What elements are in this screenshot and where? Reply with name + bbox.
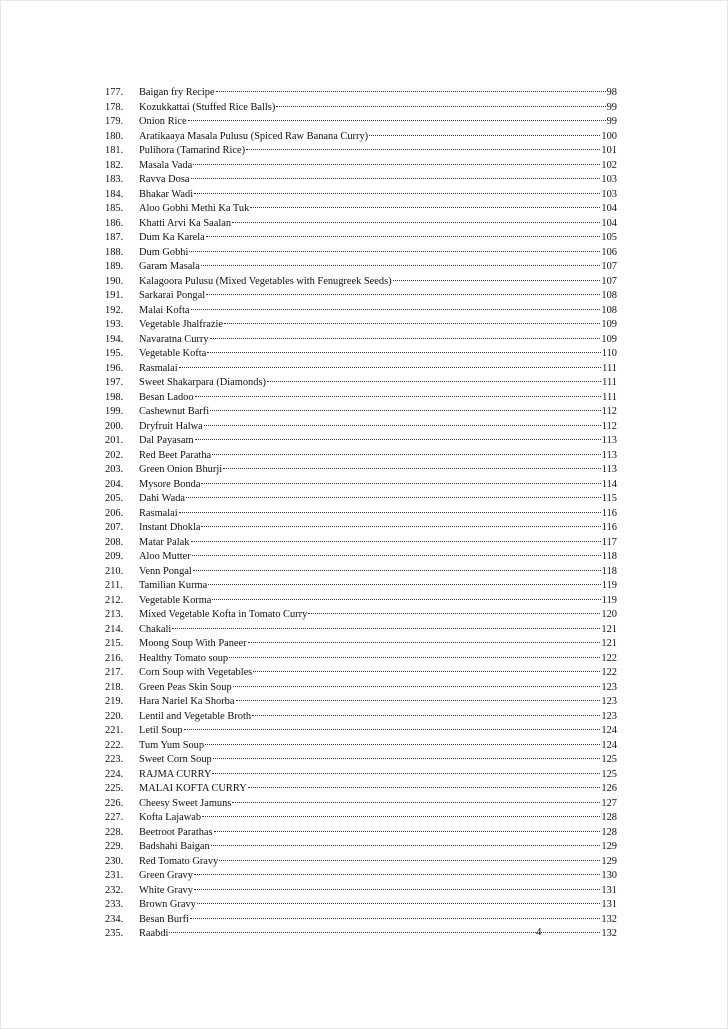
toc-entry-title: RAJMA CURRY xyxy=(139,768,212,780)
dot-leader xyxy=(224,322,600,324)
toc-entry-page: 116 xyxy=(601,522,617,533)
toc-entry[interactable] xyxy=(105,333,617,348)
toc-entry-title: Tum Yum Soup xyxy=(139,739,205,751)
toc-entry-title: Badshahi Baigan xyxy=(139,841,210,852)
toc-entry-title: Hara Nariel Ka Shorba xyxy=(139,696,235,707)
toc-entry-title: Aratikaaya Masala Pulusu (Spiced Raw Banana Curry) xyxy=(139,130,369,142)
toc-entry-title: Masala Vada xyxy=(139,159,193,171)
toc-entry[interactable] xyxy=(105,521,617,536)
toc-entry[interactable] xyxy=(105,753,617,768)
toc-entry-number: 233. xyxy=(105,899,124,910)
toc-entry-page: 127 xyxy=(601,797,617,809)
toc-entry-title: Green Gravy xyxy=(139,870,193,881)
toc-entry[interactable] xyxy=(105,884,617,899)
toc-entry-number: 199. xyxy=(105,406,124,417)
dot-leader xyxy=(190,917,600,919)
dot-leader xyxy=(212,453,601,455)
toc-entry-title: Red Beet Paratha xyxy=(139,449,212,461)
toc-entry-page: 123 xyxy=(601,681,617,693)
dot-leader xyxy=(192,554,601,556)
toc-entry-page: 124 xyxy=(601,725,617,736)
dot-leader xyxy=(212,772,600,774)
dot-leader xyxy=(193,163,600,165)
toc-entry-page: 130 xyxy=(601,870,617,881)
toc-entry-title: Vegetable Korma xyxy=(139,594,212,606)
dot-leader xyxy=(308,612,600,614)
dot-leader xyxy=(208,583,601,585)
toc-entry[interactable] xyxy=(105,478,617,493)
toc-entry-number: 222. xyxy=(105,739,124,751)
dot-leader xyxy=(186,496,601,498)
toc-entry-page: 122 xyxy=(601,667,617,678)
dot-leader xyxy=(232,221,600,223)
toc-entry-page: 132 xyxy=(601,928,617,939)
toc-entry-number: 216. xyxy=(105,652,124,664)
toc-entry-title: Kozukkattai (Stuffed Rice Balls) xyxy=(139,101,276,113)
toc-entry-number: 223. xyxy=(105,754,124,765)
toc-entry-title: Letil Soup xyxy=(139,725,183,736)
dot-leader xyxy=(213,757,601,759)
toc-entry-number: 234. xyxy=(105,913,124,925)
toc-entry[interactable] xyxy=(105,144,617,159)
toc-entry-page: 122 xyxy=(601,652,617,664)
toc-entry[interactable] xyxy=(105,101,617,116)
toc-entry-number: 195. xyxy=(105,348,124,359)
toc-entry-number: 228. xyxy=(105,826,124,838)
dot-leader xyxy=(194,888,600,890)
toc-entry-page: 131 xyxy=(601,899,617,910)
toc-entry-number: 206. xyxy=(105,507,124,519)
toc-entry-number: 197. xyxy=(105,377,124,388)
toc-entry-title: Navaratna Curry xyxy=(139,333,209,345)
dot-leader xyxy=(223,467,601,469)
table-of-contents xyxy=(105,86,617,942)
toc-entry[interactable] xyxy=(105,695,617,710)
dot-leader xyxy=(172,627,600,629)
toc-entry-page: 124 xyxy=(601,739,617,751)
toc-entry[interactable] xyxy=(105,463,617,478)
toc-entry[interactable] xyxy=(105,869,617,884)
toc-entry-number: 179. xyxy=(105,116,124,127)
dot-leader xyxy=(189,250,600,252)
dot-leader xyxy=(211,844,601,846)
toc-entry[interactable] xyxy=(105,782,617,797)
toc-entry-page: 110 xyxy=(601,348,617,359)
toc-entry-number: 232. xyxy=(105,884,124,896)
dot-leader xyxy=(253,670,600,672)
toc-entry[interactable] xyxy=(105,768,617,783)
dot-leader xyxy=(191,308,601,310)
dot-leader xyxy=(232,801,600,803)
toc-entry-title: Besan Ladoo xyxy=(139,391,194,403)
toc-entry[interactable] xyxy=(105,913,617,928)
toc-entry-title: Mysore Bonda xyxy=(139,478,201,490)
dot-leader xyxy=(206,293,600,295)
toc-entry-number: 212. xyxy=(105,594,124,606)
toc-entry[interactable] xyxy=(105,362,617,377)
toc-entry-page: 99 xyxy=(606,101,617,113)
toc-entry-title: Beetroot Parathas xyxy=(139,826,213,838)
toc-entry-number: 201. xyxy=(105,435,124,446)
toc-entry-number: 224. xyxy=(105,768,124,780)
toc-entry-page: 129 xyxy=(601,841,617,852)
toc-entry-page: 113 xyxy=(601,449,617,461)
toc-entry-page: 121 xyxy=(601,638,617,649)
toc-entry-title: Onion Rice xyxy=(139,116,187,127)
toc-entry-title: Aloo Gobhi Methi Ka Tuk xyxy=(139,203,250,214)
toc-entry-number: 207. xyxy=(105,522,124,533)
toc-entry-page: 123 xyxy=(601,696,617,707)
toc-entry[interactable] xyxy=(105,840,617,855)
toc-entry[interactable] xyxy=(105,565,617,580)
dot-leader xyxy=(248,786,601,788)
toc-entry-number: 189. xyxy=(105,261,124,272)
dot-leader xyxy=(179,511,601,513)
dot-leader xyxy=(369,134,600,136)
toc-entry-title: Dum Gobhi xyxy=(139,246,189,258)
dot-leader xyxy=(204,424,601,426)
page-number: 4 xyxy=(536,926,542,938)
toc-entry[interactable] xyxy=(105,304,617,319)
toc-entry-page: 112 xyxy=(601,420,617,432)
toc-entry-page: 123 xyxy=(601,710,617,722)
dot-leader xyxy=(267,380,601,382)
toc-entry-number: 202. xyxy=(105,449,124,461)
toc-entry-number: 196. xyxy=(105,362,124,374)
toc-entry[interactable] xyxy=(105,594,617,609)
toc-entry-number: 183. xyxy=(105,174,124,185)
toc-entry-page: 107 xyxy=(601,261,617,272)
dot-leader xyxy=(195,438,601,440)
toc-entry-title: Vegetable Kofta xyxy=(139,348,207,359)
toc-entry-title: Bhakar Wadi xyxy=(139,188,194,200)
toc-entry-title: Besan Burfi xyxy=(139,913,189,925)
toc-entry-number: 191. xyxy=(105,290,124,301)
dot-leader xyxy=(205,743,600,745)
toc-entry-number: 187. xyxy=(105,232,124,243)
toc-entry-number: 231. xyxy=(105,870,124,881)
dot-leader xyxy=(212,598,600,600)
dot-leader xyxy=(191,540,601,542)
toc-entry[interactable] xyxy=(105,420,617,435)
toc-entry-title: Dum Ka Karela xyxy=(139,232,205,243)
toc-entry[interactable] xyxy=(105,289,617,304)
toc-entry-page: 109 xyxy=(601,319,617,330)
dot-leader xyxy=(206,235,601,237)
toc-entry-page: 121 xyxy=(601,623,617,635)
toc-entry[interactable] xyxy=(105,347,617,362)
toc-entry-title: Dal Payasam xyxy=(139,435,194,446)
toc-entry-number: 204. xyxy=(105,478,124,490)
dot-leader xyxy=(197,902,601,904)
toc-entry-page: 103 xyxy=(601,174,617,185)
toc-entry[interactable] xyxy=(105,666,617,681)
dot-leader xyxy=(191,177,601,179)
toc-entry-page: 99 xyxy=(606,116,617,127)
toc-entry[interactable] xyxy=(105,536,617,551)
dot-leader xyxy=(219,859,600,861)
toc-entry-title: Rasmalai xyxy=(139,362,178,374)
toc-entry-title: Mixed Vegetable Kofta in Tomato Curry xyxy=(139,609,308,620)
toc-entry-number: 219. xyxy=(105,696,124,707)
toc-entry-page: 114 xyxy=(601,478,617,490)
toc-entry-page: 106 xyxy=(601,246,617,258)
dot-leader xyxy=(393,279,601,281)
toc-entry[interactable] xyxy=(105,246,617,261)
toc-entry-page: 129 xyxy=(601,855,617,867)
dot-leader xyxy=(194,873,600,875)
toc-entry-page: 98 xyxy=(606,87,617,98)
toc-entry-number: 180. xyxy=(105,130,124,142)
toc-entry-title: MALAI KOFTA CURRY xyxy=(139,783,247,794)
toc-entry-page: 128 xyxy=(601,826,617,838)
dot-leader xyxy=(179,366,602,368)
dot-leader xyxy=(216,90,606,92)
dot-leader xyxy=(195,395,602,397)
toc-entry-number: 220. xyxy=(105,710,124,722)
toc-entry-title: Aloo Mutter xyxy=(139,551,191,562)
dot-leader xyxy=(201,264,601,266)
toc-entry-number: 186. xyxy=(105,217,124,229)
toc-entry[interactable] xyxy=(105,739,617,754)
toc-entry-page: 111 xyxy=(602,391,617,403)
toc-entry-title: Malai Kofta xyxy=(139,304,190,316)
toc-entry-title: Red Tomato Gravy xyxy=(139,855,219,867)
toc-entry-number: 193. xyxy=(105,319,124,330)
toc-entry-title: Khatti Arvi Ka Saalan xyxy=(139,217,232,229)
toc-entry[interactable] xyxy=(105,492,617,507)
toc-entry[interactable] xyxy=(105,797,617,812)
toc-entry-number: 184. xyxy=(105,188,124,200)
dot-leader xyxy=(193,569,601,571)
toc-entry-number: 209. xyxy=(105,551,124,562)
toc-entry[interactable] xyxy=(105,115,617,130)
toc-entry-number: 178. xyxy=(105,101,124,113)
toc-entry-number: 194. xyxy=(105,333,124,345)
toc-entry[interactable] xyxy=(105,376,617,391)
toc-entry-title: Dahi Wada xyxy=(139,493,186,504)
toc-entry-number: 211. xyxy=(105,580,123,591)
toc-entry-title: Sarkarai Pongal xyxy=(139,290,206,301)
toc-entry-page: 132 xyxy=(601,913,617,925)
toc-entry-number: 214. xyxy=(105,623,124,635)
toc-entry[interactable] xyxy=(105,579,617,594)
toc-entry[interactable] xyxy=(105,275,617,290)
toc-entry-page: 113 xyxy=(601,464,617,475)
toc-entry[interactable] xyxy=(105,550,617,565)
toc-entry-page: 107 xyxy=(601,275,617,287)
toc-entry-page: 118 xyxy=(601,551,617,562)
toc-entry[interactable] xyxy=(105,188,617,203)
toc-entry-title: Green Onion Bhurji xyxy=(139,464,223,475)
toc-entry-title: Kofta Lajawab xyxy=(139,812,202,823)
dot-leader xyxy=(201,525,600,527)
toc-entry-number: 181. xyxy=(105,145,124,156)
dot-leader xyxy=(202,815,600,817)
toc-entry[interactable] xyxy=(105,391,617,406)
toc-entry-page: 111 xyxy=(602,362,617,374)
toc-entry-number: 182. xyxy=(105,159,124,171)
dot-leader xyxy=(207,351,601,353)
dot-leader xyxy=(194,192,600,194)
toc-entry-number: 188. xyxy=(105,246,124,258)
toc-entry-title: Sweet Corn Soup xyxy=(139,754,212,765)
toc-entry-title: Ravva Dosa xyxy=(139,174,190,185)
toc-entry-title: Vegetable Jhalfrazie xyxy=(139,319,223,330)
toc-entry-title: Baigan fry Recipe xyxy=(139,87,215,98)
dot-leader xyxy=(210,409,601,411)
toc-entry-title: Tamilian Kurma xyxy=(139,580,208,591)
toc-entry[interactable] xyxy=(105,826,617,841)
toc-entry[interactable] xyxy=(105,811,617,826)
dot-leader xyxy=(184,728,601,730)
toc-entry-page: 102 xyxy=(601,159,617,171)
toc-entry-page: 104 xyxy=(601,217,617,229)
dot-leader xyxy=(188,119,606,121)
toc-entry-number: 208. xyxy=(105,536,124,548)
toc-entry-page: 131 xyxy=(601,884,617,896)
toc-entry-page: 108 xyxy=(601,290,617,301)
dot-leader xyxy=(201,482,600,484)
toc-entry[interactable] xyxy=(105,130,617,145)
toc-entry[interactable] xyxy=(105,681,617,696)
dot-leader xyxy=(210,337,601,339)
toc-entry[interactable] xyxy=(105,898,617,913)
toc-entry[interactable] xyxy=(105,710,617,725)
toc-entry-title: Lentil and Vegetable Broth xyxy=(139,710,252,722)
toc-entry-page: 113 xyxy=(601,435,617,446)
toc-entry-title: Venn Pongal xyxy=(139,565,192,577)
toc-entry-title: Chakali xyxy=(139,623,172,635)
toc-entry[interactable] xyxy=(105,449,617,464)
toc-entry[interactable] xyxy=(105,217,617,232)
toc-entry-number: 213. xyxy=(105,609,124,620)
toc-entry-number: 190. xyxy=(105,275,124,287)
toc-entry-page: 111 xyxy=(602,377,617,388)
toc-entry-page: 117 xyxy=(601,536,617,548)
toc-entry-title: Dryfruit Halwa xyxy=(139,420,203,432)
toc-entry-page: 120 xyxy=(601,609,617,620)
toc-entry-number: 217. xyxy=(105,667,124,678)
toc-entry[interactable] xyxy=(105,608,617,623)
toc-entry-page: 103 xyxy=(601,188,617,200)
toc-entry-number: 205. xyxy=(105,493,124,504)
toc-entry-title: White Gravy xyxy=(139,884,193,896)
dot-leader xyxy=(252,714,600,716)
toc-entry[interactable] xyxy=(105,202,617,217)
toc-entry-page: 119 xyxy=(601,580,617,591)
toc-entry-title: Garam Masala xyxy=(139,261,200,272)
toc-entry-title: Rasmalai xyxy=(139,507,178,519)
toc-entry-title: Kalagoora Pulusu (Mixed Vegetables with Fenugreek Seeds) xyxy=(139,275,392,287)
dot-leader xyxy=(236,699,601,701)
toc-entry-title: Brown Gravy xyxy=(139,899,196,910)
dot-leader xyxy=(276,105,605,107)
dot-leader xyxy=(248,641,601,643)
toc-entry-number: 229. xyxy=(105,841,124,852)
toc-entry[interactable] xyxy=(105,405,617,420)
toc-entry-number: 225. xyxy=(105,783,124,794)
toc-entry-page: 108 xyxy=(601,304,617,316)
toc-entry-page: 125 xyxy=(601,754,617,765)
toc-entry-number: 226. xyxy=(105,797,124,809)
toc-entry-page: 126 xyxy=(601,783,617,794)
toc-entry-number: 177. xyxy=(105,87,124,98)
toc-entry[interactable] xyxy=(105,86,617,101)
toc-entry-page: 109 xyxy=(601,333,617,345)
toc-entry[interactable] xyxy=(105,260,617,275)
toc-entry[interactable] xyxy=(105,231,617,246)
toc-entry-title: Raabdi xyxy=(139,928,169,939)
toc-entry-number: 221. xyxy=(105,725,124,736)
toc-entry-page: 104 xyxy=(601,203,617,214)
toc-entry[interactable] xyxy=(105,159,617,174)
toc-entry-page: 115 xyxy=(601,493,617,504)
toc-entry-page: 100 xyxy=(601,130,617,142)
toc-entry-page: 105 xyxy=(601,232,617,243)
toc-entry-title: Moong Soup With Paneer xyxy=(139,638,247,649)
toc-entry-page: 101 xyxy=(601,145,617,156)
toc-entry-title: Pulihora (Tamarind Rice) xyxy=(139,145,246,156)
toc-entry[interactable] xyxy=(105,623,617,638)
toc-entry-number: 210. xyxy=(105,565,124,577)
toc-entry[interactable] xyxy=(105,652,617,667)
toc-entry-number: 218. xyxy=(105,681,124,693)
toc-entry-title: Cheesy Sweet Jamuns xyxy=(139,797,232,809)
toc-entry-page: 112 xyxy=(601,406,617,417)
toc-entry[interactable] xyxy=(105,855,617,870)
dot-leader xyxy=(233,685,601,687)
dot-leader xyxy=(229,656,600,658)
toc-entry-page: 128 xyxy=(601,812,617,823)
toc-entry[interactable] xyxy=(105,318,617,333)
toc-entry-title: Corn Soup with Vegetables xyxy=(139,667,253,678)
toc-entry-number: 203. xyxy=(105,464,124,475)
toc-entry-title: Matar Palak xyxy=(139,536,190,548)
toc-entry-title: Sweet Shakarpara (Diamonds) xyxy=(139,377,266,388)
toc-entry-title: Green Peas Skin Soup xyxy=(139,681,232,693)
toc-entry-title: Cashewnut Barfi xyxy=(139,406,210,417)
toc-entry[interactable] xyxy=(105,724,617,739)
toc-entry-title: Healthy Tomato soup xyxy=(139,652,229,664)
toc-entry-number: 198. xyxy=(105,391,124,403)
toc-entry-title: Instant Dhokla xyxy=(139,522,201,533)
toc-entry[interactable] xyxy=(105,637,617,652)
toc-entry-number: 200. xyxy=(105,420,124,432)
toc-entry-number: 215. xyxy=(105,638,124,649)
toc-entry-page: 119 xyxy=(601,594,617,606)
toc-entry-number: 192. xyxy=(105,304,124,316)
toc-entry-number: 185. xyxy=(105,203,124,214)
toc-entry[interactable] xyxy=(105,173,617,188)
toc-entry-page: 116 xyxy=(601,507,617,519)
toc-entry-page: 125 xyxy=(601,768,617,780)
toc-entry-page: 118 xyxy=(601,565,617,577)
dot-leader xyxy=(250,206,600,208)
toc-entry[interactable] xyxy=(105,507,617,522)
dot-leader xyxy=(214,830,601,832)
toc-entry[interactable] xyxy=(105,434,617,449)
toc-entry-number: 227. xyxy=(105,812,124,823)
toc-entry-number: 230. xyxy=(105,855,124,867)
toc-entry-number: 235. xyxy=(105,928,124,939)
dot-leader xyxy=(246,148,600,150)
